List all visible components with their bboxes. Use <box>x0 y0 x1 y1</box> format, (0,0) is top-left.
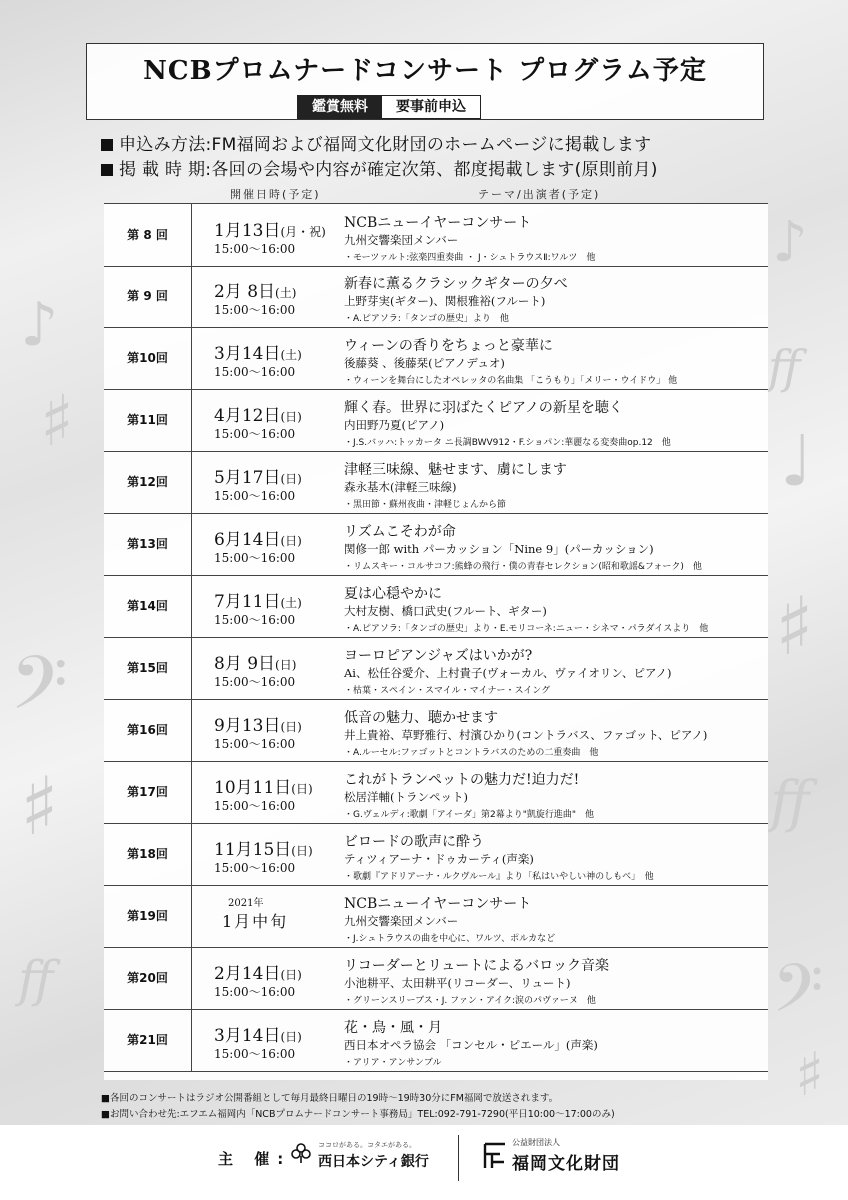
concert-details <box>344 885 764 947</box>
concert-performers: 関修一郎 with パーカッション「Nine 9」(パーカッション) <box>344 542 654 556</box>
concert-program: ・リムスキー・コルサコフ:熊蜂の飛行・僕の青春セレクション(昭和歌謡&フォーク) 他 <box>344 562 702 572</box>
concert-number: 第10回 <box>104 327 192 389</box>
concert-performers: 森永基木(津軽三味線) <box>344 480 457 494</box>
table-row <box>104 885 768 948</box>
concert-performers: Ai、松任谷愛介、上村貴子(ヴォーカル、ヴァイオリン、ピアノ) <box>344 666 672 680</box>
concert-program: ・歌劇『アドリアーナ・ルクヴルール』より「私はいやしい神のしもべ」 他 <box>344 872 654 882</box>
concert-program: ・A.ピアソラ:「タンゴの歴史」より 他 <box>344 314 509 324</box>
concert-program: ・アリア・アンサンブル <box>344 1058 442 1068</box>
concert-date <box>202 823 332 885</box>
concert-details <box>344 637 764 699</box>
time-text: 15:00〜16:00 <box>214 242 296 256</box>
concert-date <box>202 389 332 451</box>
concert-details <box>344 513 764 575</box>
apply-required-badge: 要事前申込 <box>382 96 480 118</box>
concert-details <box>344 451 764 513</box>
concert-performers: 西日本オペラ協会 「コンセル・ピエール」(声楽) <box>344 1038 598 1052</box>
date-text: 4月12日 <box>214 406 281 426</box>
concert-performers: 後藤葵 、後藤栞(ピアノデュオ) <box>344 356 505 370</box>
concert-performers: 九州交響楽団メンバー <box>344 233 459 247</box>
concert-program: ・A.ルーセル:ファゴットとコントラバスのための二重奏曲 他 <box>344 748 599 758</box>
concert-date <box>202 885 332 947</box>
concert-theme: ヨーロピアンジャズはいかが? <box>344 648 533 664</box>
date-text: 9月13日 <box>214 716 281 736</box>
time-text: 15:00〜16:00 <box>214 1047 296 1061</box>
table-row <box>104 947 768 1010</box>
concert-date <box>202 513 332 575</box>
table-row <box>104 327 768 390</box>
bank-tagline: ココロがある。コタエがある。 <box>318 1141 416 1149</box>
concert-theme: 輝く春。世界に羽ばたくピアノの新星を聴く <box>344 400 623 416</box>
day-text: (日) <box>275 658 297 672</box>
date-text: 11月15日 <box>214 840 292 860</box>
bullet-square-icon <box>101 164 113 176</box>
time-text: 15:00〜16:00 <box>214 551 296 565</box>
concert-program: ・A.ピアソラ:「タンゴの歴史」より・E.モリコーネ:ニュー・シネマ・パラダイスより 他 <box>344 624 709 634</box>
concert-number: 第18回 <box>104 823 192 885</box>
info-application <box>101 130 651 155</box>
music-note-icon: ♪ <box>772 210 808 275</box>
concert-date <box>202 451 332 513</box>
time-text: 15:00〜16:00 <box>214 427 296 441</box>
concert-details <box>344 204 764 266</box>
concert-date <box>202 761 332 823</box>
broadcast-note: ■各回のコンサートはラジオ公開番組として毎月最終日曜日の19時〜19時30分にFM福岡で放送されます。 <box>101 1093 559 1104</box>
date-text: 6月14日 <box>214 530 281 550</box>
concert-number: 第15回 <box>104 637 192 699</box>
concert-performers: 小池耕平、太田耕平(リコーダー、リュート) <box>344 976 571 990</box>
concert-details <box>344 575 764 637</box>
day-text: (日) <box>280 472 302 486</box>
date-text: 8月 9日 <box>214 654 276 674</box>
time-text: 15:00〜16:00 <box>214 737 296 751</box>
concert-performers: 井上貴裕、草野雅行、村濱ひかり(コントラバス、ファゴット、ピアノ) <box>344 728 708 742</box>
concert-theme: ビロードの歌声に酔う <box>344 834 484 850</box>
bass-clef-icon: 𝄢 <box>772 950 824 1043</box>
day-text: (日) <box>291 782 313 796</box>
concert-program: ・グリーンスリーブス・J. ファン・アイク:涙のパヴァーヌ 他 <box>344 996 596 1006</box>
concert-program: ・J.シュトラウスの曲を中心に、ワルツ、ポルカなど <box>344 934 556 944</box>
concert-details <box>344 699 764 761</box>
date-text: 2月14日 <box>214 964 281 984</box>
time-text: 15:00〜16:00 <box>214 613 296 627</box>
time-text: 15:00〜16:00 <box>214 985 296 999</box>
day-text: (日) <box>280 968 302 982</box>
foundation-name: 福岡文化財団 <box>512 1154 620 1174</box>
concert-performers: 松居洋輔(トランペット) <box>344 790 468 804</box>
concert-number: 第11回 <box>104 389 192 451</box>
page-title: NCBプロムナードコンサート プログラム予定 <box>143 56 707 86</box>
badge-group <box>297 95 481 119</box>
music-sharp-icon: ♯ <box>20 760 59 853</box>
concert-theme: 新春に薫るクラシックギターの夕べ <box>344 276 568 292</box>
date-text: 3月14日 <box>214 1026 281 1046</box>
concert-date <box>202 327 332 389</box>
concert-program: ・モーツァルト:弦楽四重奏曲 ・ J・シュトラウスⅡ:ワルツ 他 <box>344 253 596 263</box>
time-text: 15:00〜16:00 <box>214 799 296 813</box>
title-box <box>86 43 764 120</box>
bullet-square-icon <box>101 139 113 151</box>
free-admission-badge: 鑑賞無料 <box>298 96 382 118</box>
foundation-tag: 公益財団法人 <box>512 1138 560 1147</box>
concert-theme: これがトランペットの魅力だ!迫力だ! <box>344 772 580 788</box>
music-sharp-icon: ♯ <box>40 380 74 462</box>
host-label: 主 催: <box>218 1150 292 1168</box>
day-text: (日) <box>280 1030 302 1044</box>
concert-theme: ウィーンの香りをちょっと豪華に <box>344 338 553 354</box>
concert-theme: リコーダーとリュートによるバロック音楽 <box>344 958 610 974</box>
concert-performers: ティツィアーナ・ドゥカーティ(声楽) <box>344 852 534 866</box>
date-text: 3月14日 <box>214 344 281 364</box>
concert-program: ・ウィーンを舞台にしたオペレッタの名曲集 「こうもり」「メリー・ウイドウ」 他 <box>344 376 678 386</box>
time-text: 15:00〜16:00 <box>214 303 296 317</box>
bank-logo-icon <box>290 1142 312 1164</box>
concert-details <box>344 947 764 1009</box>
concert-performers: 上野芽実(ギター)、関根雅裕(フルート) <box>344 294 546 308</box>
contact-note: ■お問い合わせ先:エフエム福岡内「NCBプロムナードコンサート事務局」TEL:092-791-7290(平日10:00〜17:00のみ) <box>101 1109 615 1120</box>
day-text: (日) <box>280 410 302 424</box>
concert-number: 第 8 回 <box>104 204 192 266</box>
table-row <box>104 203 768 267</box>
table-row <box>104 699 768 762</box>
concert-performers: 大村友樹、橋口武史(フルート、ギター) <box>344 604 547 618</box>
time-text: 15:00〜16:00 <box>214 489 296 503</box>
concert-performers: 九州交響楽団メンバー <box>344 914 459 928</box>
music-sharp-icon: ♯ <box>795 1040 825 1110</box>
forte-mark-icon: ff <box>18 950 54 1008</box>
concert-date <box>202 1009 332 1071</box>
day-text: (土) <box>275 286 297 300</box>
bank-name: 西日本シティ銀行 <box>318 1154 429 1170</box>
concert-number: 第12回 <box>104 451 192 513</box>
concert-date <box>202 947 332 1009</box>
music-note-icon: ♪ <box>20 290 59 360</box>
info-application-text: 申込み方法:FM福岡および福岡文化財団のホームページに掲載します <box>119 135 652 155</box>
concert-date <box>202 265 332 327</box>
table-row <box>104 637 768 700</box>
column-header-theme: テーマ/出演者(予定) <box>478 188 601 201</box>
concert-details <box>344 823 764 885</box>
table-row <box>104 575 768 638</box>
concert-theme: NCBニューイヤーコンサート <box>344 896 532 912</box>
day-text: (土) <box>280 348 302 362</box>
table-row <box>104 451 768 514</box>
concert-theme: 津軽三味線、魅せます、虜にします <box>344 462 567 478</box>
concert-theme: 花・鳥・風・月 <box>344 1020 442 1036</box>
concert-number: 第13回 <box>104 513 192 575</box>
foundation-logo-icon <box>482 1140 508 1170</box>
date-text: 2月 8日 <box>214 282 276 302</box>
table-row <box>104 761 768 824</box>
day-text: (日) <box>280 534 302 548</box>
date-text: 1月中旬 <box>222 912 289 931</box>
concert-details <box>344 1009 764 1071</box>
concert-date <box>202 204 332 266</box>
date-text: 10月11日 <box>214 778 292 798</box>
music-note-icon: ♩ <box>780 420 814 502</box>
concert-program: ・G.ヴェルディ:歌劇「アイーダ」第2幕より"凱旋行進曲" 他 <box>344 810 594 820</box>
forte-mark-icon: ff <box>768 340 801 394</box>
concert-number: 第19回 <box>104 885 192 947</box>
day-text: (月・祝) <box>280 225 326 239</box>
table-row <box>104 389 768 452</box>
concert-theme: 夏は心穏やかに <box>344 586 442 602</box>
concert-number: 第16回 <box>104 699 192 761</box>
day-text: (日) <box>280 720 302 734</box>
concert-date <box>202 699 332 761</box>
table-row <box>104 513 768 576</box>
concert-number: 第21回 <box>104 1009 192 1071</box>
concert-program: ・枯葉・スペイン・スマイル・マイナー・スイング <box>344 686 551 696</box>
concert-details <box>344 761 764 823</box>
column-header-date: 開催日時(予定) <box>230 188 321 201</box>
schedule-table <box>104 203 768 1080</box>
concert-number: 第 9 回 <box>104 265 192 327</box>
table-row <box>104 1009 768 1072</box>
forte-mark-icon: ff <box>770 770 810 835</box>
concert-details <box>344 265 764 327</box>
bass-clef-icon: 𝄢 <box>10 640 68 745</box>
footer-divider <box>458 1135 459 1181</box>
date-text: 1月13日 <box>214 221 281 241</box>
table-row <box>104 265 768 328</box>
info-posting <box>101 155 658 180</box>
date-text: 5月17日 <box>214 468 281 488</box>
concert-program: ・黒田節・蘇州夜曲・津軽じょんから節 <box>344 500 507 510</box>
concert-date <box>202 637 332 699</box>
concert-details <box>344 389 764 451</box>
concert-number: 第17回 <box>104 761 192 823</box>
time-text: 15:00〜16:00 <box>214 861 296 875</box>
date-text: 7月11日 <box>214 592 281 612</box>
day-text: (日) <box>291 844 313 858</box>
concert-number: 第14回 <box>104 575 192 637</box>
concert-number: 第20回 <box>104 947 192 1009</box>
concert-program: ・J.S.バッハ:トッカータ ニ長調BWV912・F.ショパン:華麗なる変奏曲op.12 他 <box>344 438 671 448</box>
concert-performers: 内田野乃夏(ピアノ) <box>344 418 445 432</box>
time-text: 15:00〜16:00 <box>214 365 296 379</box>
concert-details <box>344 327 764 389</box>
concert-date <box>202 575 332 637</box>
day-text: (土) <box>280 596 302 610</box>
table-row <box>104 823 768 886</box>
music-sharp-icon: ♯ <box>775 580 814 673</box>
concert-theme: リズムこそわが命 <box>344 524 456 540</box>
concert-theme: NCBニューイヤーコンサート <box>344 215 532 231</box>
year-text: 2021年 <box>228 898 264 909</box>
concert-theme: 低音の魅力、聴かせます <box>344 710 498 726</box>
time-text: 15:00〜16:00 <box>214 675 296 689</box>
info-posting-text: 掲 載 時 期:各回の会場や内容が確定次第、都度掲載します(原則前月) <box>119 160 658 180</box>
